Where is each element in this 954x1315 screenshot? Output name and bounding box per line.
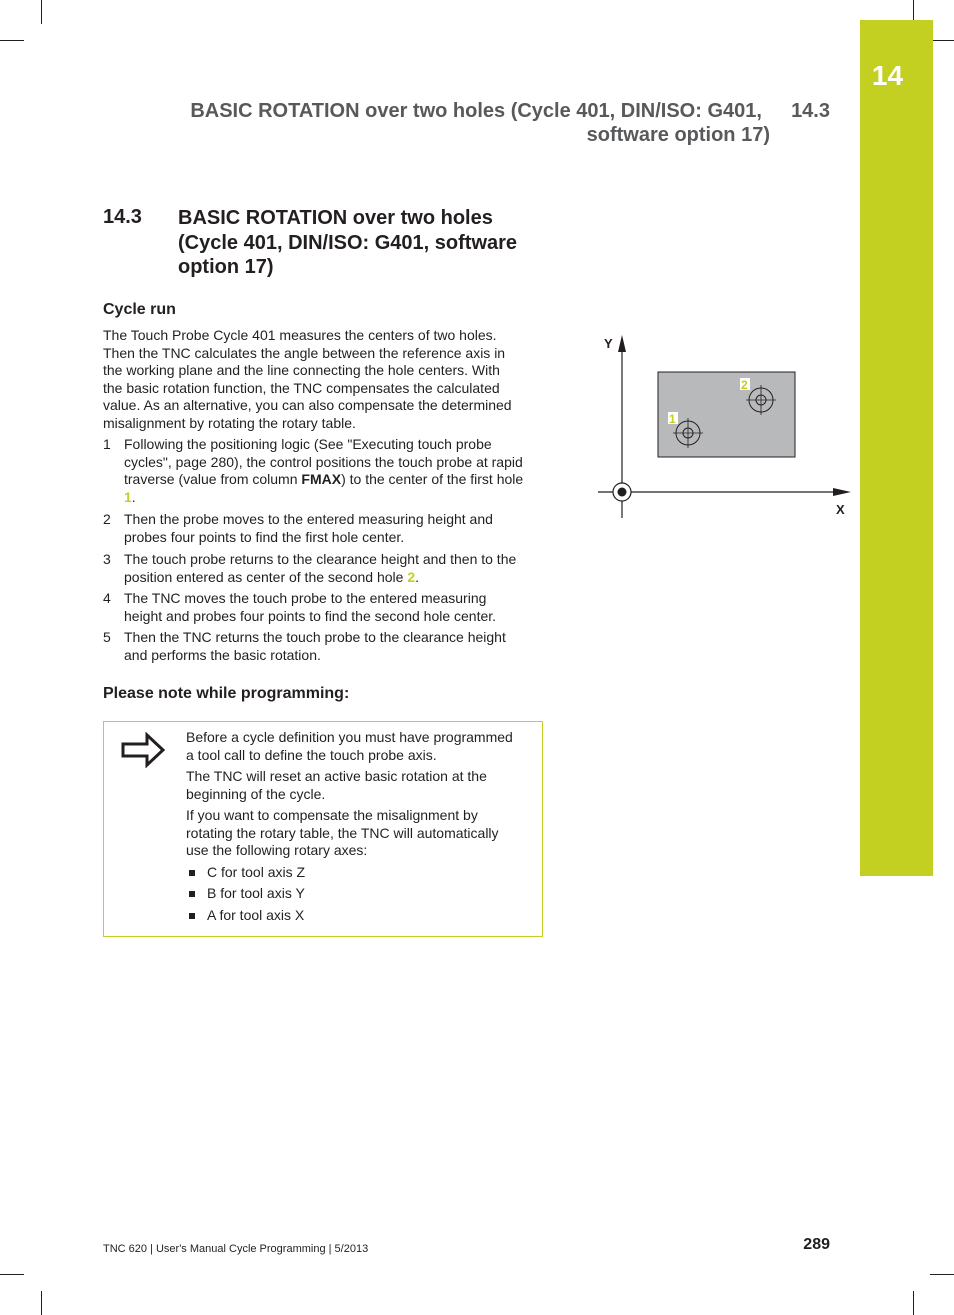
chapter-number: 14 — [871, 60, 904, 91]
section-title-line: BASIC ROTATION over two holes — [178, 207, 493, 229]
bullet-item: A for tool axis X — [207, 907, 305, 923]
probe-figure — [590, 330, 860, 525]
intro-line: misalignment by rotating the rotary table. — [103, 414, 356, 431]
arrow-right-icon — [120, 732, 166, 768]
origin-dot — [618, 488, 627, 497]
section-title-line: (Cycle 401, DIN/ISO: G401, software — [178, 231, 518, 254]
step-line: traverse (value from column — [124, 471, 302, 488]
hole-2-label: 2 — [741, 378, 748, 392]
cycle-run-intro — [103, 327, 548, 433]
intro-line: the basic rotation function, the TNC compensates the calculated — [103, 379, 500, 396]
workpiece — [658, 372, 795, 457]
intro-line: the working plane and the line connecting the hole centers. With — [103, 362, 500, 379]
running-header-line1 — [150, 99, 830, 123]
bullet-item: B for tool axis Y — [207, 885, 305, 901]
hole-ref-2: 2 — [407, 568, 416, 585]
note-line: The TNC will reset an active basic rotation at the — [186, 768, 487, 784]
crop-mark — [0, 40, 24, 41]
step-line: The touch probe returns to the clearance height and then to the — [124, 551, 517, 567]
fmax-code: FMAX — [301, 471, 342, 488]
x-axis-arrow — [833, 488, 851, 496]
step-line: and performs the basic rotation. — [124, 646, 321, 663]
note-heading: Please note while programming: — [103, 685, 350, 702]
bullet-icon — [189, 891, 195, 897]
crop-mark — [0, 1274, 24, 1275]
step-line: ) to the center of the first hole — [341, 471, 524, 488]
section-number: 14.3 — [103, 206, 142, 228]
running-header-line2 — [150, 123, 770, 147]
intro-line: The Touch Probe Cycle 401 measures the centers of two holes. — [103, 327, 497, 343]
crop-mark — [913, 1291, 914, 1315]
chapter-tab — [860, 20, 933, 876]
step-line: position entered as center of the second hole — [124, 568, 408, 585]
bullet-icon — [189, 870, 195, 876]
hole-1-label: 1 — [669, 412, 676, 426]
running-header-title: BASIC ROTATION over two holes (Cycle 401, DIN/ISO: G401, — [190, 100, 762, 122]
y-axis-arrow — [618, 335, 626, 352]
bullet-icon — [189, 913, 195, 919]
note-line: rotating the rotary table, the TNC will automatically — [186, 824, 499, 841]
crop-mark — [930, 1274, 954, 1275]
step-number: 4 — [103, 590, 111, 606]
hole-ref-1: 1 — [124, 488, 132, 505]
punct: . — [415, 568, 419, 585]
step-number: 2 — [103, 511, 111, 527]
crop-mark — [41, 0, 42, 24]
step-number: 5 — [103, 629, 111, 645]
running-header-title-cont: software option 17) — [586, 124, 770, 146]
note-line: use the following rotary axes: — [186, 842, 368, 859]
intro-line: Then the TNC calculates the angle between the reference axis in — [103, 344, 506, 361]
step-line: Then the probe moves to the entered measuring height and — [124, 511, 493, 527]
bullet-item: C for tool axis Z — [207, 864, 306, 880]
section-title — [178, 206, 558, 280]
step-line: Following the positioning logic (See "Executing touch probe — [124, 436, 492, 452]
step-line: height and probes four points to find the second hole center. — [124, 607, 497, 624]
step-number: 3 — [103, 551, 111, 567]
note-line: Before a cycle definition you must have programmed — [186, 729, 513, 745]
y-axis-label: Y — [604, 336, 613, 351]
note-line: If you want to compensate the misalignment by — [186, 807, 478, 823]
step-line: Then the TNC returns the touch probe to the clearance height — [124, 629, 506, 645]
note-paragraph — [186, 768, 536, 803]
note-line: beginning of the cycle. — [186, 785, 326, 802]
step-number: 1 — [103, 436, 111, 452]
running-header-section: 14.3 — [791, 100, 830, 122]
section-title-line: option 17) — [178, 256, 274, 278]
page-number: 289 — [803, 1236, 830, 1253]
cycle-run-heading: Cycle run — [103, 301, 176, 318]
crop-mark — [930, 40, 954, 41]
step-line: The TNC moves the touch probe to the entered measuring — [124, 590, 487, 606]
note-line: a tool call to define the touch probe axis. — [186, 746, 437, 763]
step-line: cycles", page 280), the control positions the touch probe at rapid — [124, 453, 523, 470]
x-axis-label: X — [836, 502, 845, 517]
note-paragraph — [186, 807, 536, 860]
crop-mark — [41, 1291, 42, 1315]
intro-line: value. As an alternative, you can also compensate the determined — [103, 397, 512, 414]
step-line: probes four points to find the first hole center. — [124, 528, 405, 545]
note-paragraph — [186, 729, 536, 764]
footer-text: TNC 620 | User's Manual Cycle Programming | 5/2013 — [103, 1243, 369, 1255]
punct: . — [131, 488, 136, 505]
